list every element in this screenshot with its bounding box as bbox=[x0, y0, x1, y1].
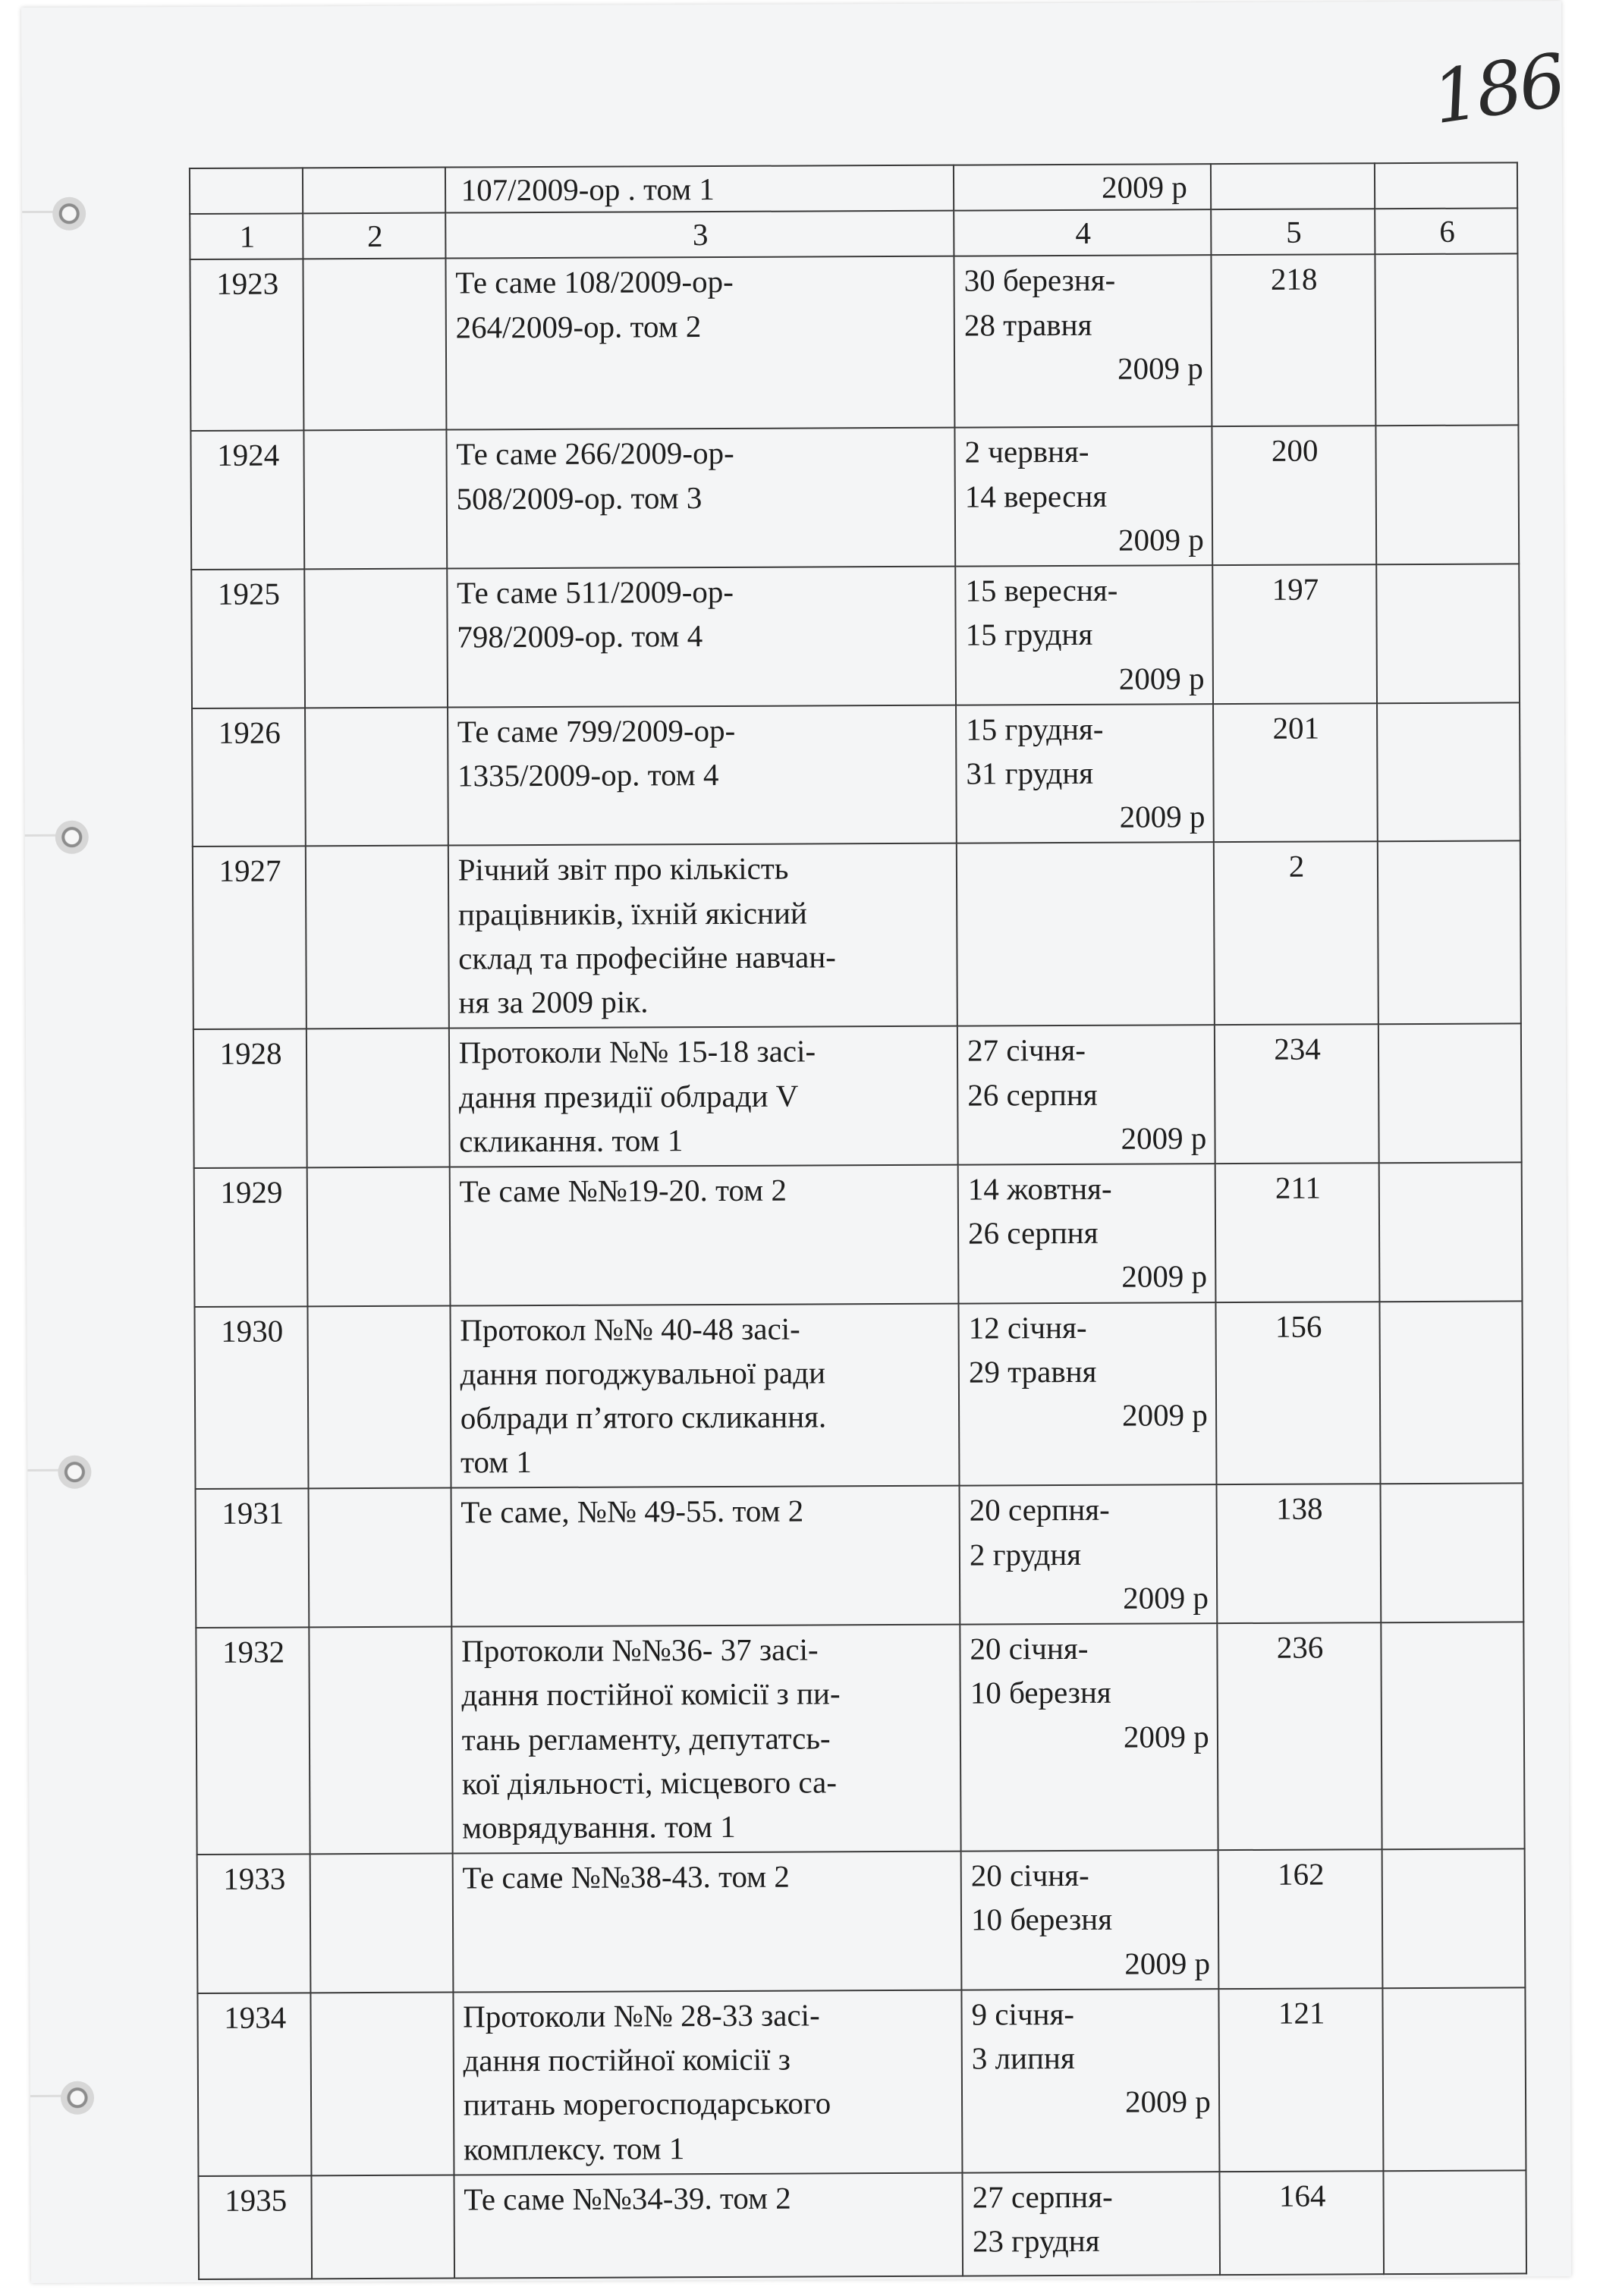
cell-case-number: 1924 bbox=[190, 431, 304, 570]
date-year: 2009 р bbox=[1122, 1397, 1208, 1433]
binding-hole bbox=[55, 821, 89, 854]
binding-hole bbox=[52, 197, 86, 231]
date-start: 27 серпня- bbox=[972, 2178, 1113, 2215]
binding-hole bbox=[61, 2081, 94, 2115]
table-row bbox=[190, 426, 1519, 570]
cell-description: Те саме №№38-43. том 2 bbox=[452, 1852, 961, 1993]
table-row bbox=[198, 2170, 1526, 2279]
cell-col2 bbox=[306, 846, 449, 1029]
cell-sheet-count: 236 bbox=[1217, 1622, 1382, 1850]
table-row bbox=[196, 1622, 1524, 1855]
cell-description: Протокол №№ 40-48 засі- дання погоджувальної ради облради п’ятого скликання. том 1 bbox=[450, 1303, 959, 1488]
cell-date-range bbox=[961, 1850, 1218, 1990]
cell-col6 bbox=[1376, 426, 1519, 564]
cell-col6 bbox=[1382, 1849, 1525, 1988]
cell-sheet-count: 197 bbox=[1212, 564, 1378, 704]
date-year: 2009 р bbox=[1121, 1120, 1207, 1156]
cell-col6 bbox=[1378, 841, 1521, 1025]
cell-col2 bbox=[305, 707, 448, 846]
cell-col2 bbox=[304, 569, 447, 708]
binding-string bbox=[27, 1469, 59, 1472]
date-year: 2009 р bbox=[1118, 660, 1205, 696]
cell-sheet-count: 121 bbox=[1218, 1988, 1384, 2172]
cell-col2 bbox=[312, 2175, 454, 2279]
cell-col6 bbox=[1375, 254, 1519, 426]
cell-description: Протоколи №№ 15-18 засі- дання президії облради V скликання. том 1 bbox=[449, 1026, 958, 1167]
binding-string bbox=[30, 2095, 62, 2097]
cell-sheet-count: 234 bbox=[1215, 1024, 1380, 1164]
cell-col6 bbox=[1382, 1622, 1525, 1850]
cell-col6 bbox=[1383, 1987, 1526, 2171]
cell-sheet-count: 138 bbox=[1216, 1484, 1382, 1624]
cell-case-number: 1934 bbox=[197, 1993, 311, 2176]
cell-sheet-count: 2 bbox=[1214, 842, 1379, 1026]
cell-description: Протоколи №№36- 37 засі- дання постійної комісії з пи- тань регламенту, депутатсь- кої діяльності, місцевого са- моврядування. том 1 bbox=[451, 1625, 961, 1854]
date-end: 26 серпня bbox=[967, 1076, 1098, 1113]
date-end: 31 грудня bbox=[966, 755, 1094, 791]
cell-date-range bbox=[957, 1025, 1215, 1164]
date-year: 2009 р bbox=[1119, 799, 1206, 834]
cell-date-range bbox=[954, 256, 1212, 428]
cell-col2 bbox=[303, 259, 446, 431]
date-year: 2009 р bbox=[1123, 1718, 1209, 1754]
cell-description: 107/2009-ор . том 1 bbox=[445, 165, 954, 213]
cell-col2 bbox=[303, 168, 445, 214]
cell-col6 bbox=[1377, 564, 1520, 702]
cell-sheet-count: 218 bbox=[1211, 255, 1376, 427]
binding-string bbox=[22, 211, 54, 213]
date-end: 26 серпня bbox=[968, 1214, 1099, 1251]
cell-description: Те саме, №№ 49-55. том 2 bbox=[451, 1486, 960, 1627]
cell-description: Протоколи №№ 28-33 засі- дання постійної комісії з питань морегосподарського комплексу. том 1 bbox=[453, 1990, 962, 2175]
cell-col6 bbox=[1377, 702, 1520, 841]
date-start: 20 серпня- bbox=[969, 1492, 1110, 1528]
cell-sheets bbox=[1211, 163, 1375, 209]
cell-sheet-count: 201 bbox=[1213, 703, 1378, 843]
table-header-column-numbers bbox=[190, 209, 1517, 260]
date-start: 30 березня- bbox=[963, 262, 1116, 299]
date-year: 2009 р bbox=[1117, 522, 1204, 558]
cell-date-range bbox=[963, 2172, 1220, 2276]
cell-case-number: 1931 bbox=[196, 1489, 310, 1628]
table-row bbox=[194, 1162, 1523, 1306]
column-number: 4 bbox=[954, 209, 1211, 256]
cell-description: Те саме №№34-39. том 2 bbox=[454, 2172, 963, 2278]
cell-date-range bbox=[960, 1485, 1217, 1625]
cell-col2 bbox=[310, 1854, 453, 1993]
cell-case-number: 1932 bbox=[196, 1627, 310, 1855]
binding-hole bbox=[58, 1456, 91, 1489]
date-year: 2009 р bbox=[1123, 1580, 1209, 1616]
cell-col6 bbox=[1380, 1301, 1523, 1484]
cell-col2 bbox=[306, 1029, 449, 1167]
date-start: 15 вересня- bbox=[965, 572, 1118, 608]
cell-date-range bbox=[955, 565, 1212, 705]
cell-date-range bbox=[956, 704, 1213, 843]
cell-case-number: 1935 bbox=[198, 2175, 312, 2279]
column-number: 6 bbox=[1375, 209, 1518, 255]
cell-col2 bbox=[311, 1992, 454, 2175]
table-row bbox=[194, 1301, 1523, 1490]
cell-case-number: 1925 bbox=[191, 569, 305, 708]
date-end: 15 грудня bbox=[965, 617, 1093, 652]
cell-case-number: 1927 bbox=[193, 846, 306, 1030]
column-number: 5 bbox=[1211, 209, 1375, 255]
date-end: 29 травня bbox=[968, 1353, 1097, 1390]
table-row bbox=[192, 702, 1520, 846]
handwritten-page-number: 186 bbox=[1427, 37, 1568, 141]
cell-col6 bbox=[1379, 1162, 1522, 1301]
cell-sheet-count: 164 bbox=[1219, 2171, 1384, 2275]
table-row-continuation bbox=[190, 162, 1517, 214]
table-body bbox=[190, 162, 1526, 2279]
date-start: 15 грудня- bbox=[966, 711, 1104, 747]
cell-case-number: 1923 bbox=[190, 259, 303, 432]
cell-date: 2009 р bbox=[954, 164, 1211, 211]
cell-description: Те саме 266/2009-ор- 508/2009-ор. том 3 bbox=[446, 428, 955, 569]
cell-date-range bbox=[958, 1164, 1215, 1303]
date-start bbox=[967, 845, 1206, 846]
cell-col2 bbox=[310, 1627, 453, 1855]
date-start: 2 червня- bbox=[964, 434, 1089, 470]
cell-date-range bbox=[961, 1989, 1219, 2172]
date-end bbox=[967, 845, 1206, 846]
cell-date-range bbox=[960, 1623, 1218, 1852]
binding-string bbox=[25, 834, 57, 837]
cell-sheet-count: 162 bbox=[1218, 1849, 1383, 1989]
table-row bbox=[193, 841, 1521, 1030]
cell-case-number: 1926 bbox=[192, 708, 306, 846]
date-start: 9 січня- bbox=[971, 1996, 1075, 2032]
cell-col6 bbox=[1375, 162, 1517, 209]
cell-col1 bbox=[190, 168, 303, 214]
cell-col6 bbox=[1381, 1484, 1523, 1622]
date-year bbox=[967, 845, 1206, 846]
cell-col2 bbox=[307, 1167, 450, 1305]
cell-date-range bbox=[957, 843, 1215, 1026]
cell-col2 bbox=[309, 1488, 451, 1627]
inventory-table bbox=[189, 162, 1527, 2279]
cell-description: Те саме 799/2009-ор- 1335/2009-ор. том 4 bbox=[448, 705, 957, 846]
cell-sheet-count: 200 bbox=[1212, 426, 1377, 566]
cell-description: Те саме №№19-20. том 2 bbox=[449, 1165, 958, 1306]
cell-sheet-count: 211 bbox=[1215, 1163, 1380, 1302]
cell-case-number: 1933 bbox=[197, 1855, 311, 1993]
table-row bbox=[191, 564, 1520, 708]
cell-description: Те саме 511/2009-ор- 798/2009-ор. том 4 bbox=[447, 567, 956, 708]
cell-sheet-count: 156 bbox=[1215, 1302, 1381, 1485]
cell-date-range bbox=[959, 1302, 1217, 1486]
column-number: 1 bbox=[190, 214, 303, 260]
cell-description: Річний звіт про кількість працівників, їхній якісний склад та професійне навчан- ня за 2009 рік. bbox=[448, 843, 957, 1029]
cell-date-range bbox=[954, 427, 1212, 567]
date-end: 23 грудня bbox=[972, 2222, 1100, 2259]
binding-holes bbox=[21, 1, 1561, 8]
table-row bbox=[193, 1024, 1522, 1168]
cell-col6 bbox=[1378, 1024, 1521, 1163]
date-year: 2009 р bbox=[1124, 2084, 1211, 2119]
date-start: 27 січня- bbox=[967, 1032, 1086, 1068]
date-end: 3 липня bbox=[971, 2040, 1075, 2076]
column-number: 2 bbox=[303, 213, 445, 259]
date-year: 2009 р bbox=[1121, 1258, 1208, 1295]
cell-case-number: 1928 bbox=[193, 1029, 307, 1168]
cell-col2 bbox=[304, 430, 447, 569]
document-page bbox=[21, 1, 1571, 2283]
date-start: 20 січня- bbox=[970, 1858, 1089, 1893]
date-start: 20 січня- bbox=[970, 1631, 1089, 1666]
date-end: 10 березня bbox=[970, 1675, 1111, 1710]
date-end: 28 травня bbox=[963, 306, 1092, 343]
cell-col6 bbox=[1384, 2170, 1526, 2274]
cell-col2 bbox=[308, 1305, 451, 1489]
table-row bbox=[190, 254, 1518, 432]
table-row bbox=[196, 1484, 1524, 1628]
cell-case-number: 1929 bbox=[194, 1167, 308, 1306]
table-row bbox=[197, 1849, 1526, 1993]
table-row bbox=[197, 1987, 1526, 2176]
date-year: 2009 р bbox=[1117, 350, 1203, 386]
date-start: 12 січня- bbox=[968, 1309, 1087, 1346]
cell-case-number: 1930 bbox=[194, 1306, 308, 1490]
date-end: 14 вересня bbox=[964, 478, 1108, 514]
cell-description: Те саме 108/2009-ор- 264/2009-ор. том 2 bbox=[445, 256, 954, 430]
date-end: 10 березня bbox=[970, 1902, 1113, 1937]
date-end: 2 грудня bbox=[969, 1536, 1082, 1572]
column-number: 3 bbox=[445, 211, 954, 259]
date-start: 14 жовтня- bbox=[967, 1170, 1112, 1207]
date-year: 2009 р bbox=[1124, 1945, 1211, 1981]
